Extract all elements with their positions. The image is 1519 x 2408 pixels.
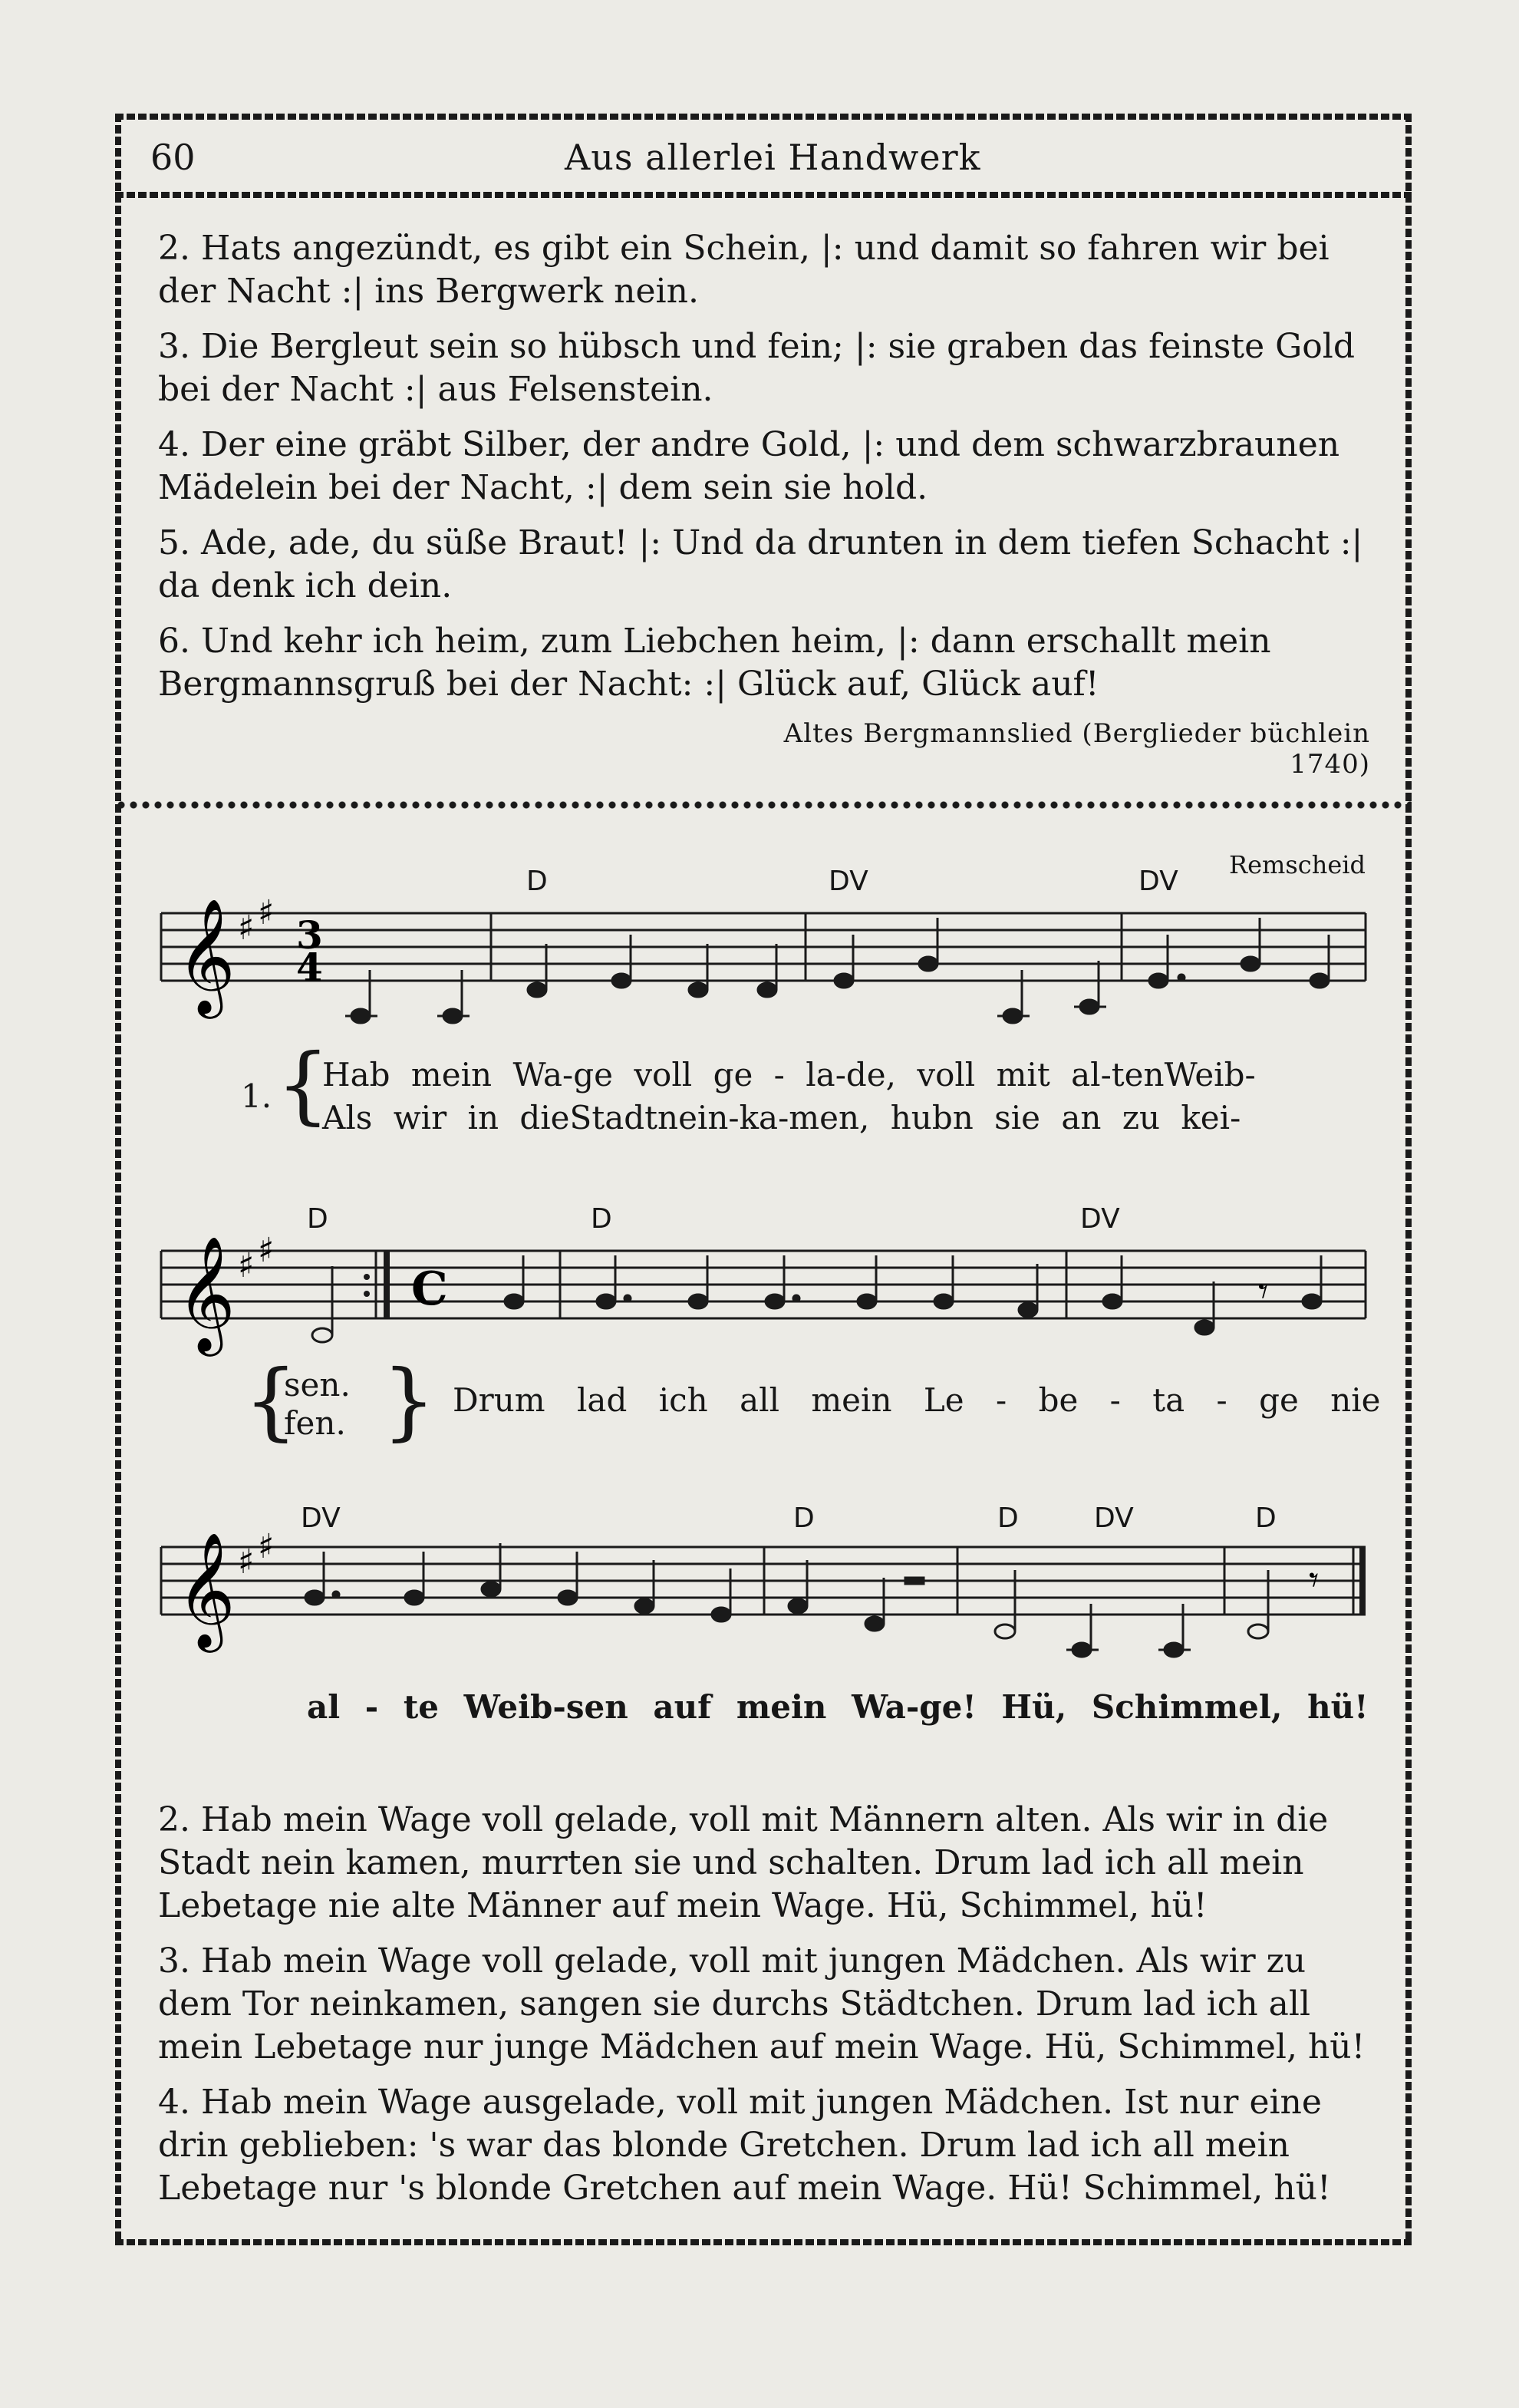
rest-icon: 𝄾 [1258,1269,1269,1314]
sharp-icon: ♯ [238,1246,255,1285]
verse-text: 4. Der eine gräbt Silber, der andre Gold, |: und dem schwarzbraunen Mädelein bei der Nacht, :| dem sein sie hold. [158,425,1340,507]
frame-left-border [115,114,121,2245]
treble-clef-icon: 𝄞 [176,1235,236,1351]
song1-attribution: Altes Bergmannslied (Berglieder büchlein 1740) [783,718,1370,780]
time-signature-bottom: 4 [296,945,323,990]
music-staff-3 [161,1527,1373,1670]
chord-label: D [997,1503,1019,1534]
lyric-brace: } [382,1351,436,1450]
page-number: 60 [150,137,196,178]
chord-label: D [307,1203,328,1235]
common-time-icon: C [411,1262,448,1316]
frame-right-border [1405,114,1412,2245]
music-staff-2 [161,1231,1373,1374]
lyric-line: al - te Weib-sen auf mein Wa-ge! Hü, Schimmel, hü! [307,1688,1369,1726]
song1-verses [158,227,1370,718]
sharp-icon: ♯ [238,909,255,948]
sharp-icon: ♯ [258,893,275,932]
verse-text: 3. Hab mein Wage voll gelade, voll mit jungen Mädchen. Als wir zu dem Tor neinkamen, sangen sie durchs Städtchen. Drum lad ich all mein Lebetage nur junge Mädchen auf mein Wage. Hü, Schimmel, hü! [158,1941,1366,2067]
music-staff-1 [161,893,1373,1036]
staff-3-notation [161,1527,1373,1670]
page-header [150,130,1378,184]
verse-text: 2. Hab mein Wage voll gelade, voll mit Männern alten. Als wir in die Stadt nein kamen, murrten sie und schalten. Drum lad ich all mein Lebetage nie alte Männer auf mein Wage. Hü, Schimmel, hü! [158,1800,1329,1925]
verse-text: 3. Die Bergleut sein so hübsch und fein; |: sie graben das feinste Gold bei der Nacht :| aus Felsenstein. [158,327,1356,409]
lyric-line: Hab mein Wa-ge voll ge - la-de, voll mit al-tenWeib- [322,1056,1256,1093]
header-divider [115,192,1412,198]
verse-text: 5. Ade, ade, du süße Braut! |: Und da drunten in dem tiefen Schacht :| da denk ich dein. [158,523,1363,605]
sharp-icon: ♯ [258,1231,275,1270]
chord-label: D [1255,1503,1277,1534]
chord-label: D [526,866,548,897]
lyric-line: Als wir in dieStadtnein-ka-men, hubn sie an zu kei- [322,1099,1241,1136]
lyric-line: sen. [284,1366,351,1404]
chord-label: DV [1080,1203,1120,1235]
staff-1-notation [161,893,1373,1036]
chord-label: DV [829,866,868,897]
chord-label: DV [301,1503,341,1534]
sharp-icon: ♯ [258,1527,275,1566]
song-origin: Remscheid [1229,850,1366,879]
verse-text: 2. Hats angezündt, es gibt ein Schein, |: und damit so fahren wir bei der Nacht :| ins Bergwerk nein. [158,229,1330,311]
lyric-line: fen. [284,1404,346,1442]
chord-label: D [793,1503,815,1534]
time-signature-top: 3 [296,912,323,958]
treble-clef-icon: 𝄞 [176,897,236,1014]
section-title: Aus allerlei Handwerk [565,137,981,178]
verse-text: 6. Und kehr ich heim, zum Liebchen heim, |: dann erschallt mein Bergmannsgruß bei der Nacht: :| Glück auf, Glück auf! [158,622,1271,704]
chord-label: DV [1138,866,1178,897]
frame-bottom-border [115,2239,1412,2245]
sharp-icon: ♯ [238,1542,255,1582]
verse-number: 1. [241,1077,272,1115]
rest-icon: 𝄾 [1309,1558,1320,1602]
section-divider [115,801,1412,809]
staff-2-notation [161,1231,1373,1374]
frame-top-border [115,114,1412,120]
lyric-brace: { [244,1351,298,1450]
lyric-line: Drum lad ich all mein Le - be - ta - ge nie [453,1381,1381,1419]
chord-label: DV [1094,1503,1134,1534]
verse-text: 4. Hab mein Wage ausgelade, voll mit jungen Mädchen. Ist nur eine drin geblieben: 's war das blonde Gretchen. Drum lad ich all mein Lebetage nur 's blonde Gretchen auf mein Wage. Hü! Schimmel, hü! [158,2083,1331,2208]
song2-verses [158,1799,1370,2222]
chord-label: D [591,1203,612,1235]
lyric-brace: { [276,1035,330,1133]
treble-clef-icon: 𝄞 [176,1531,236,1648]
